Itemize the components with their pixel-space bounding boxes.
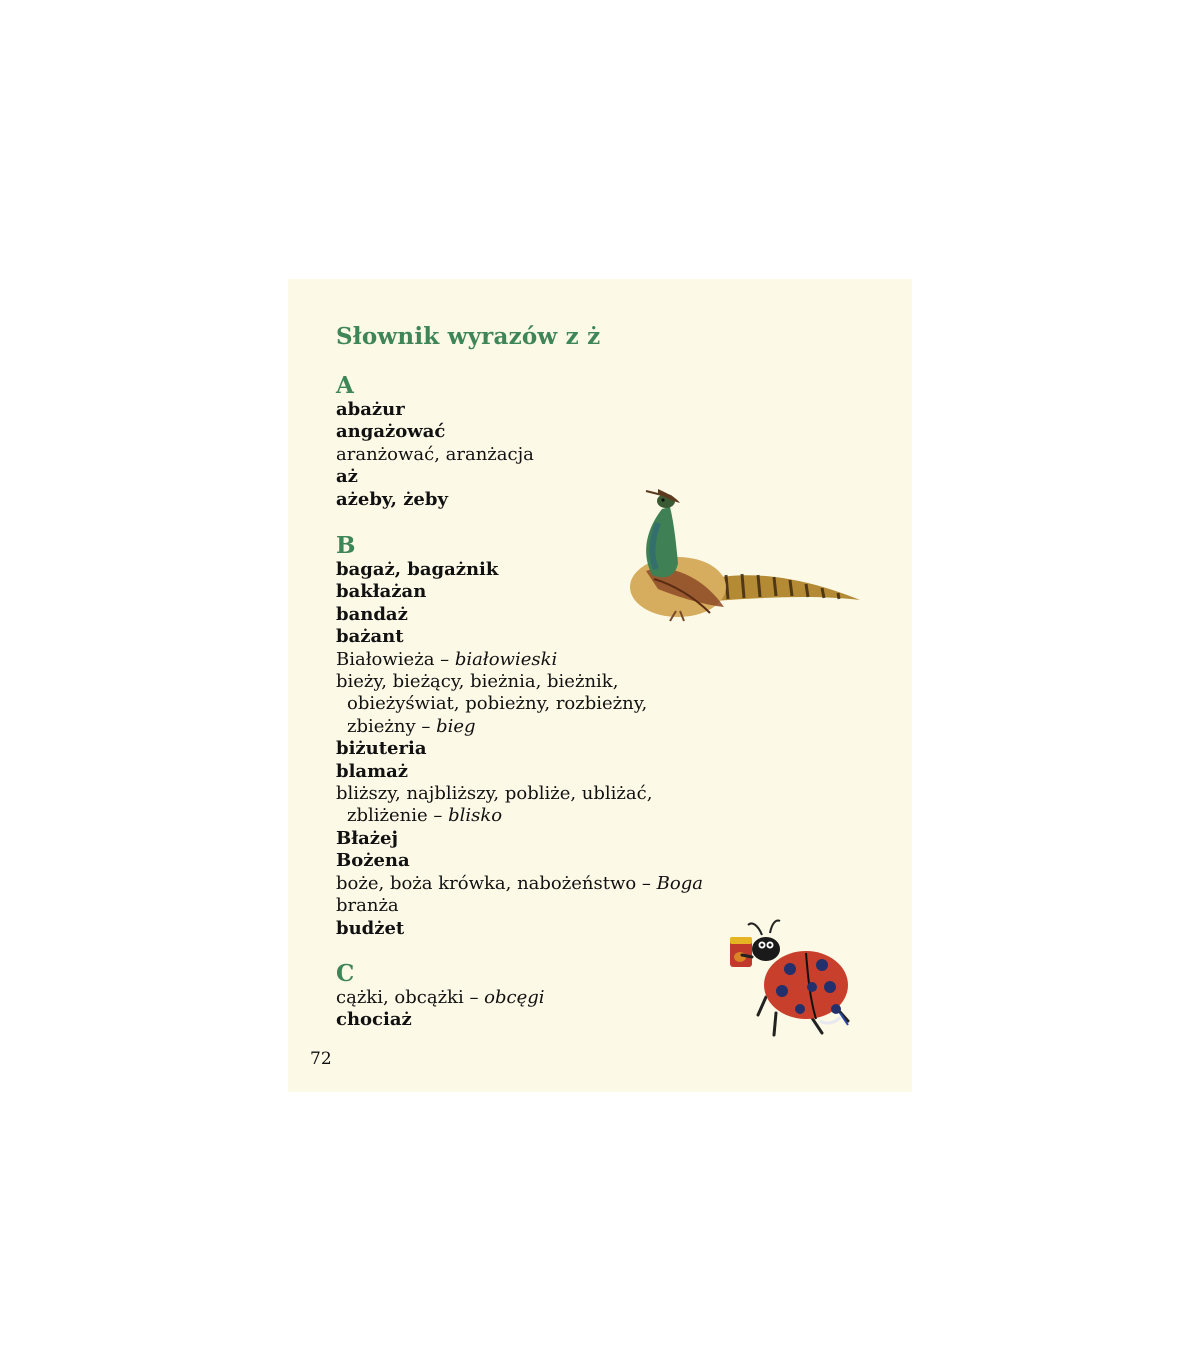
entry: Błażej: [336, 827, 398, 849]
entry-text: boże, boża krówka, nabożeństwo –: [336, 872, 657, 894]
entry: abażur: [336, 399, 405, 420]
section-letter: A: [336, 372, 354, 399]
book-page: [288, 279, 912, 1092]
entry-source-word: bieg: [436, 715, 476, 737]
entry: [336, 783, 756, 828]
entry-source-word: obcęgi: [484, 987, 545, 1008]
section-letter: C: [336, 960, 355, 987]
entry: aranżować, aranżacja: [336, 443, 534, 465]
entry-source-word: blisko: [448, 805, 503, 827]
entry: bakłażan: [336, 581, 427, 603]
section-letter: B: [336, 532, 356, 559]
entry-line: [336, 716, 756, 738]
entry: aż: [336, 466, 358, 488]
entry: bandaż: [336, 603, 408, 625]
ladybug-illustration: [724, 917, 860, 1041]
entry-text: zbliżenie –: [347, 805, 449, 827]
entry: Bożena: [336, 850, 410, 872]
page-number: 72: [310, 1049, 332, 1069]
entry: [336, 649, 756, 671]
entry-line: obieżyświat, pobieżny, rozbieżny,: [347, 693, 648, 715]
entry: biżuteria: [336, 738, 427, 760]
entry-text: zbieżny –: [347, 715, 437, 737]
entry-line: bliższy, najbliższy, pobliże, ubliżać,: [336, 783, 653, 805]
entry: [336, 873, 756, 895]
entry: budżet: [336, 917, 405, 939]
entry-source-word: białowieski: [454, 648, 558, 670]
entry-line: bieży, bieżący, bieżnia, bieżnik,: [336, 671, 619, 693]
entry: chociaż: [336, 1009, 412, 1031]
entry-line: [336, 805, 756, 827]
entry: [336, 987, 756, 1009]
entry: angażować: [336, 421, 446, 443]
entry: [336, 671, 756, 738]
entry: ażeby, żeby: [336, 488, 448, 510]
entry: blamaż: [336, 760, 409, 782]
entry: bagaż, bagażnik: [336, 559, 499, 580]
page-title: Słownik wyrazów z ż: [336, 323, 601, 350]
section-c: [336, 961, 756, 1032]
entry: branża: [336, 895, 399, 917]
entry-text: Białowieża –: [336, 648, 455, 670]
pheasant-illustration: [618, 479, 868, 624]
entry-text: cążki, obcążki –: [336, 987, 485, 1008]
entry: bażant: [336, 626, 404, 648]
entry-source-word: Boga: [656, 872, 703, 894]
